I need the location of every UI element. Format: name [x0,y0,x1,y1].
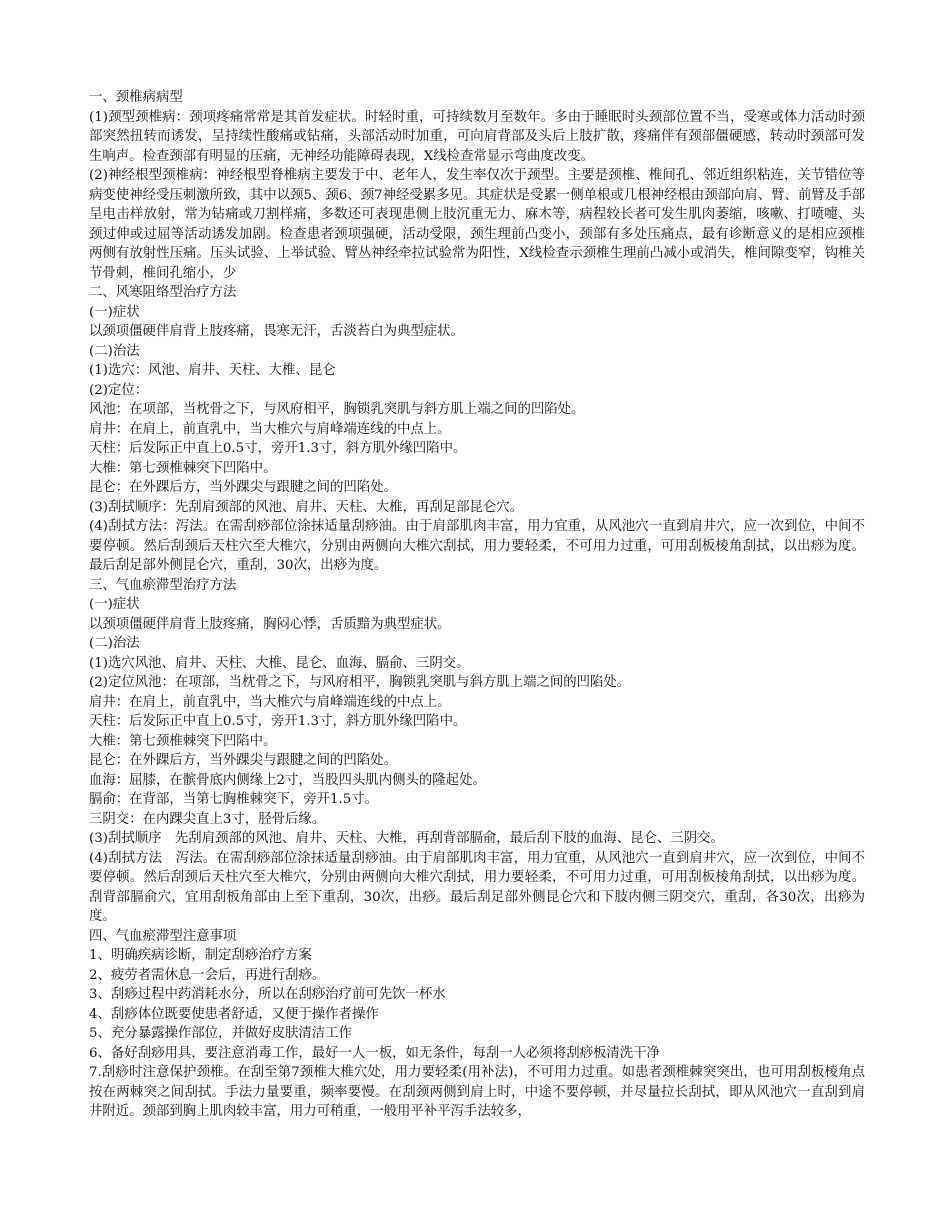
text-paragraph: 2、疲劳者需休息一会后，再进行刮痧。 [89,967,326,983]
text-paragraph: (1)颈型颈椎病：颈项疼痛常常是其首发症状。时轻时重，可持续数月至数年。多由于睡眠时头颈部位置不当，受寒或体力活动时颈部突然扭转而诱发，呈持续性酸痛或钻痛，头部活动时加重，可向肩背部及头后上肢扩散，疼痛伴有颈部僵硬感，转动时颈部可发生响声。检查颈部有明显的压痛，无神经功能障碍表现，X线检查常显示弯曲度改变。 [89,109,865,164]
text-paragraph: 以颈项僵硬伴肩背上肢疼痛，畏寒无汗，舌淡苔白为典型症状。 [89,324,464,339]
text-paragraph: (4)刮拭方法 泻法。在需刮痧部位涂抹适量刮痧油。由于肩部肌肉丰富，用力宜重，从风池穴一直到肩井穴，应一次到位，中间不要停顿。然后刮颈后天柱穴至大椎穴，分别由两侧向大椎穴刮拭，用力要轻柔，不可用力过重，可用刮板棱角刮拭，以出痧为度。刮背部膈俞穴，宜用刮板角部由上至下重刮，30次，出痧。最后刮足部外侧昆仑穴和下肢内侧三阴交穴，重刮，各30次，出痧为度。 [89,850,865,924]
text-paragraph: 天柱：后发际正中直上0.5寸，旁开1.3寸，斜方肌外缘凹陷中。 [89,441,467,456]
text-paragraph: 肩井：在肩上，前直乳中，当大椎穴与肩峰端连线的中点上。 [89,421,451,437]
text-paragraph: 四、气血瘀滞型注意事项 [89,928,237,944]
text-paragraph: 一、颈椎病病型 [89,90,183,105]
text-paragraph: (一)症状 [89,304,140,320]
text-paragraph: 风池：在项部，当枕骨之下，与风府相平，胸锁乳突肌与斜方肌上端之间的凹陷处。 [89,402,585,417]
document-body [89,88,865,1122]
text-paragraph: 6、备好刮痧用具，要注意消毒工作，最好一人一板，如无条件，每刮一人必须将刮痧板清洗干净 [89,1045,660,1061]
text-paragraph: 三、气血瘀滞型治疗方法 [89,577,237,593]
text-paragraph: 5、充分暴露操作部位，并做好皮肤清洁工作 [89,1026,352,1041]
text-paragraph: (一)症状 [89,597,140,612]
text-paragraph: 肩井：在肩上，前直乳中，当大椎穴与肩峰端连线的中点上。 [89,694,451,710]
text-paragraph: 以颈项僵硬伴肩背上肢疼痛，胸闷心悸，舌质黯为典型症状。 [89,616,451,632]
text-paragraph: (3)刮拭顺序：先刮肩颈部的风池、肩井、天柱、大椎，再刮足部昆仑穴。 [89,499,524,515]
text-paragraph: 4、刮痧体位既要使患者舒适，又便于操作者操作 [89,1006,379,1022]
text-paragraph: 大椎：第七颈椎棘突下凹陷中。 [89,733,277,749]
text-paragraph: 3、刮痧过程中药消耗水分，所以在刮痧治疗前可先饮一杯水 [89,987,446,1002]
text-paragraph: (2)定位风池：在项部，当枕骨之下，与风府相平，胸锁乳突肌与斜方肌上端之间的凹陷处。 [89,675,631,690]
text-paragraph: 1、明确疾病诊断，制定刮痧治疗方案 [89,948,312,963]
text-paragraph: 7.刮痧时注意保护颈椎。在刮至第7颈椎大椎穴处，用力要轻柔(用补法)，不可用力过重。如患者颈椎棘突突出，也可用刮板棱角点按在两棘突之间刮拭。手法力量要重，频率要慢。在刮颈两侧到肩上时，中途不要停顿，并尽量拉长刮拭，即从风池穴一直刮到肩井附近。颈部到胸上肌肉较丰富，用力可稍重，一般用平补平泻手法较多， [89,1065,865,1119]
text-paragraph: (1)选穴风池、肩井、天柱、大椎、昆仑、血海、膈俞、三阴交。 [89,655,470,671]
text-paragraph: (4)刮拭方法：泻法。在需刮痧部位涂抹适量刮痧油。由于肩部肌肉丰富，用力宜重，从风池穴一直到肩井穴，应一次到位，中间不要停顿。然后刮颈后天柱穴至大椎穴，分别由两侧向大椎穴刮拭，用力要轻柔，不可用力过重，可用刮板棱角刮拭，以出痧为度。最后刮足部外侧昆仑穴，重刮，30次，出痧为度。 [89,519,865,573]
text-paragraph: 天柱：后发际正中直上0.5寸，旁开1.3寸，斜方肌外缘凹陷中。 [89,714,467,729]
text-paragraph: 昆仑：在外踝后方，当外踝尖与跟腱之间的凹陷处。 [89,480,397,495]
text-paragraph: (3)刮拭顺序 先刮肩颈部的风池、肩井、天柱、大椎，再刮背部膈俞，最后刮下肢的血海、昆仑、三阴交。 [89,831,724,846]
text-paragraph: (2)定位： [89,382,149,398]
text-paragraph: (2)神经根型颈椎病：神经根型脊椎病主要发于中、老年人，发生率仅次于颈型。主要是颈椎、椎间孔、邻近组织粘连，关节错位等病变使神经受压刺激所致，其中以颈5、颈6、颈7神经受累多见。其症状是受累一侧单根或几根神经根由颈部向肩、臂、前臂及手部呈电击样放射，常为钻痛或刀割样痛，多数还可表现患侧上肢沉重无力、麻木等，病程较长者可发生肌肉萎缩，咳嗽、打喷嚏、头颈过伸或过屈等活动诱发加剧。检查患者颈项强硬，活动受限，颈生理前凸变小，颈部有多处压痛点，最有诊断意义的是相应颈椎两侧有放射性压痛。压头试验、上举试验、臂丛神经牵拉试验常为阳性，X线检查示颈椎生理前凸减小或消失，椎间隙变窄，钩椎关节骨刺，椎间孔缩小，少 [89,168,865,281]
text-paragraph: 三阴交：在内踝尖直上3寸，胫骨后缘。 [89,811,326,827]
text-paragraph: 昆仑：在外踝后方，当外踝尖与跟腱之间的凹陷处。 [89,753,397,768]
text-paragraph: 大椎：第七颈椎棘突下凹陷中。 [89,460,277,476]
text-paragraph: 二、风寒阻络型治疗方法 [89,285,237,300]
text-paragraph: (二)治法 [89,636,140,651]
text-paragraph: (二)治法 [89,343,140,359]
text-paragraph: 血海：屈膝，在髌骨底内侧缘上2寸，当股四头肌内侧头的隆起处。 [89,772,486,788]
text-paragraph: (1)选穴：风池、肩井、天柱、大椎、昆仑 [89,363,336,378]
text-paragraph: 膈俞：在背部，当第七胸椎棘突下，旁开1.5寸。 [89,792,379,807]
